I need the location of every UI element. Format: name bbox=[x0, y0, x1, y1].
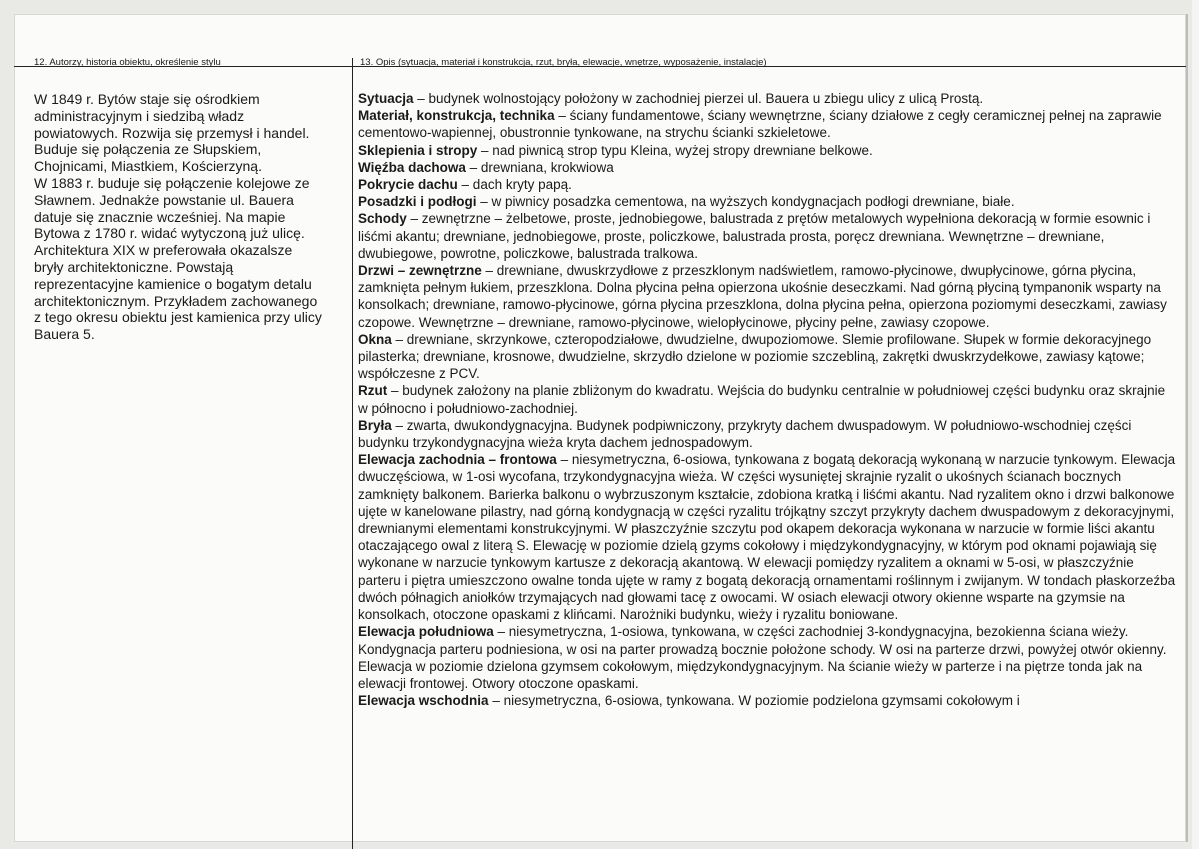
paragraph-text: – budynek założony na planie zbliżonym do kwadratu. Wejścia do budynku centralnie w południowej części budynku oraz skrajnie w północno i południowo-zachodniej. bbox=[358, 383, 1166, 416]
paragraph-wiezba bbox=[358, 159, 1178, 176]
paragraph-heading: Materiał, konstrukcja, technika bbox=[358, 108, 555, 124]
paragraph-okna bbox=[358, 331, 1178, 383]
paragraph-text: – drewniana, krokwiowa bbox=[465, 159, 614, 175]
paragraph-heading: Elewacja zachodnia – frontowa bbox=[358, 452, 557, 468]
header-rule bbox=[14, 66, 1186, 67]
paragraph-text: – dach kryty papą. bbox=[457, 177, 572, 193]
paragraph-drzwi bbox=[358, 262, 1178, 331]
paragraph-bryla bbox=[358, 417, 1178, 451]
paragraph-heading: Drzwi – zewnętrzne bbox=[358, 263, 482, 279]
paragraph-heading: Okna bbox=[358, 331, 392, 347]
paragraph-elewacja-zachodnia bbox=[358, 451, 1178, 623]
paragraph-heading: Schody bbox=[358, 211, 407, 227]
section-13-header: 13. Opis (sytuacja, materiał i konstrukcja, rzut, bryła, elewacje, wnętrze, wyposażenie, instalacje) bbox=[360, 57, 767, 68]
page-edge bbox=[1192, 0, 1199, 849]
paragraph-material bbox=[358, 107, 1178, 141]
section-12-header: 12. Autorzy, historia obiektu, określenie stylu bbox=[34, 57, 221, 68]
paragraph-heading: Elewacja wschodnia bbox=[358, 693, 489, 709]
paragraph-text: – drewniane, skrzynkowe, czteropodziałowe, dwudzielne, dwupoziomowe. Slemie profilowane. Słupek w formie dekoracyjnego pilasterka; drewniane, krosnowe, dwudzielne, skrzydło dzielone w poziomie szczebliną, zakrętki dwuskrzydełkowe, zawiasy kątowe; współczesne z PCV. bbox=[358, 331, 1152, 382]
paragraph-sklepienia bbox=[358, 142, 1178, 159]
paragraph-heading: Pokrycie dachu bbox=[358, 177, 458, 193]
paragraph-posadzki bbox=[358, 193, 1178, 210]
paragraph-text: – niesymetryczna, 1-osiowa, tynkowana, w części zachodniej 3-kondygnacyjna, bezokienna ściana wieży. Kondygnacja parteru podniesiona, w osi na parter prowadzą bocznie położone schody. W osi na parterze drzwi, powyżej otwór okienny. Elewacja w poziomie dzielona gzymsem cokołowym, międzykondygnacyjnym. Na ścianie wieży w parterze i na piętrze tonda jak na elewacji frontowej. Otwory otoczone opaskami. bbox=[358, 624, 1167, 691]
paragraph-text: – drewniane, dwuskrzydłowe z przeszklonym nadświetlem, ramowo-płycinowe, dwupłycinowe, górna płycina, zamknięta pełnym łukiem, przeszklona. Dolna płycina pełna opierzona ukośnie deseczkami. Nad górną płyciną tympanonik wsparty na konsolkach; drewniane, ramowo-płycinowe, górna płycina przeszklona, dolna płycina pełna, opierzona poziomymi deseczkami, zawiasy czopowe. Wewnętrzne – drewniane, ramowo-płycinowe, wielopłycinowe, płyciny pełne, zawiasy czopowe. bbox=[358, 263, 1167, 330]
paragraph-elewacja-poludniowa bbox=[358, 623, 1178, 692]
paragraph-text: – zewnętrzne – żelbetowe, proste, jednobiegowe, balustrada z prętów metalowych wypełniona dekoracją w formie esownic i liśćmi akantu; drewniane, jednobiegowe, proste, policzkowe, balustrada prosta, poręcz drewniana. Wewnętrzne – drewniane, dwubiegowe, powrotne, policzkowe, balustrada tralkowa. bbox=[358, 211, 1151, 261]
paragraph-rzut bbox=[358, 382, 1178, 416]
paragraph-heading: Sklepienia i stropy bbox=[358, 142, 478, 158]
column-divider bbox=[352, 58, 353, 849]
paragraph-sytuacja bbox=[358, 90, 1178, 107]
paragraph-text: – nad piwnicą strop typu Kleina, wyżej stropy drewniane belkowe. bbox=[477, 142, 873, 158]
paragraph-text: – ściany fundamentowe, ściany wewnętrzne, ściany działowe z cegły ceramicznej pełnej na zaprawie cementowo-wapiennej, obustronnie tynkowane, na strychu ścianki szkieletowe. bbox=[358, 108, 1162, 141]
paragraph-text: – zwarta, dwukondygnacyjna. Budynek podpiwniczony, przykryty dachem dwuspadowym. W południowo-wschodniej części budynku trzykondygnacyjna wieża kryta dachem jednospadowym. bbox=[358, 417, 1132, 451]
paragraph-schody bbox=[358, 210, 1178, 262]
paragraph-pokrycie bbox=[358, 176, 1178, 193]
paragraph-text: – w piwnicy posadzka cementowa, na wyższych kondygnacjach podłogi drewniane, białe. bbox=[476, 194, 1015, 210]
history-text: W 1849 r. Bytów staje się ośrodkiem administracyjnym i siedzibą władz powiatowych. Rozwija się przemysł i handel. Buduje się połączenia ze Słupskiem, Chojnicami, Miastkiem, Kościerzyną. W 1883 r. buduje się połączenie kolejowe ze Sławnem. Jednakże powstanie ul. Bauera datuje się znacznie wcześniej. Na mapie Bytowa z 1780 r. widać wytyczoną już ulicę. Architektura XIX w preferowała okazalsze bryły architektoniczne. Powstają reprezentacyjne kamienice o bogatym detalu architektonicznym. Przykładem zachowanego z tego okresu obiektu jest kamienica przy ulicy Bauera 5. bbox=[34, 91, 322, 343]
paragraph-heading: Bryła bbox=[358, 417, 392, 433]
paragraph-heading: Więźba dachowa bbox=[358, 159, 466, 175]
paragraph-text: – budynek wolnostojący położony w zachodniej pierzei ul. Bauera u zbiegu ulicy z ulicą Prostą. bbox=[413, 91, 984, 106]
description-column bbox=[358, 90, 1178, 709]
paragraph-elewacja-wschodnia bbox=[358, 692, 1178, 709]
paragraph-text: – niesymetryczna, 6-osiowa, tynkowana. W poziomie podzielona gzymsami cokołowym i bbox=[488, 693, 1020, 709]
paragraph-heading: Rzut bbox=[358, 383, 388, 399]
paragraph-heading: Elewacja południowa bbox=[358, 624, 494, 640]
paragraph-text: – niesymetryczna, 6-osiowa, tynkowana z bogatą dekoracją wykonaną w narzucie tynkowym. Elewacja dwuczęściowa, w 1-osi wycofana, trzykondygnacyjna wieża. W części wysuniętej skrajnie ryzalit o ukośnych ścianach bocznych zamknięty balkonem. Barierka balkonu o wybrzuszonym kształcie, zdobiona kratką i liśćmi akantu. Nad ryzalitem okno i drzwi balkonowe ujęte w kanelowane pilastry, nad górną kondygnacją w części ryzalitu trójkątny szczyt przykryty dachem dwuspadowym z dekoracyjnymi, drewnianymi elementami konstrukcyjnymi. W płaszczyźnie szczytu pod okapem dekoracja wykonana w narzucie w formie liści akantu otaczającego owal z literą S. Elewację w poziomie dzielą gzyms cokołowy i międzykondygnacyjny, w którym pod oknami pojawiają się wykonane w narzucie tynkowym kartusze z dekoracją akantową. W elewacji pomiędzy ryzalitem a oknami w 5-osi, w płaszczyźnie parteru i piętra umieszczono owalne tonda ujęte w ramy z bogatą dekoracją ornamentami roślinnym i zwijanym. W tondach płaskorzeźba dwóch półnagich aniołków trzymających nad głowami tacę z owocami. W osiach elewacji otwory okienne wsparte na gzymsie na konsolkach, otoczone opaskami z klińcami. Narożniki budynku, wieży i ryzalitu boniowane. bbox=[358, 452, 1176, 623]
paragraph-heading: Sytuacja bbox=[358, 91, 414, 106]
paragraph-heading: Posadzki i podłogi bbox=[358, 194, 477, 210]
